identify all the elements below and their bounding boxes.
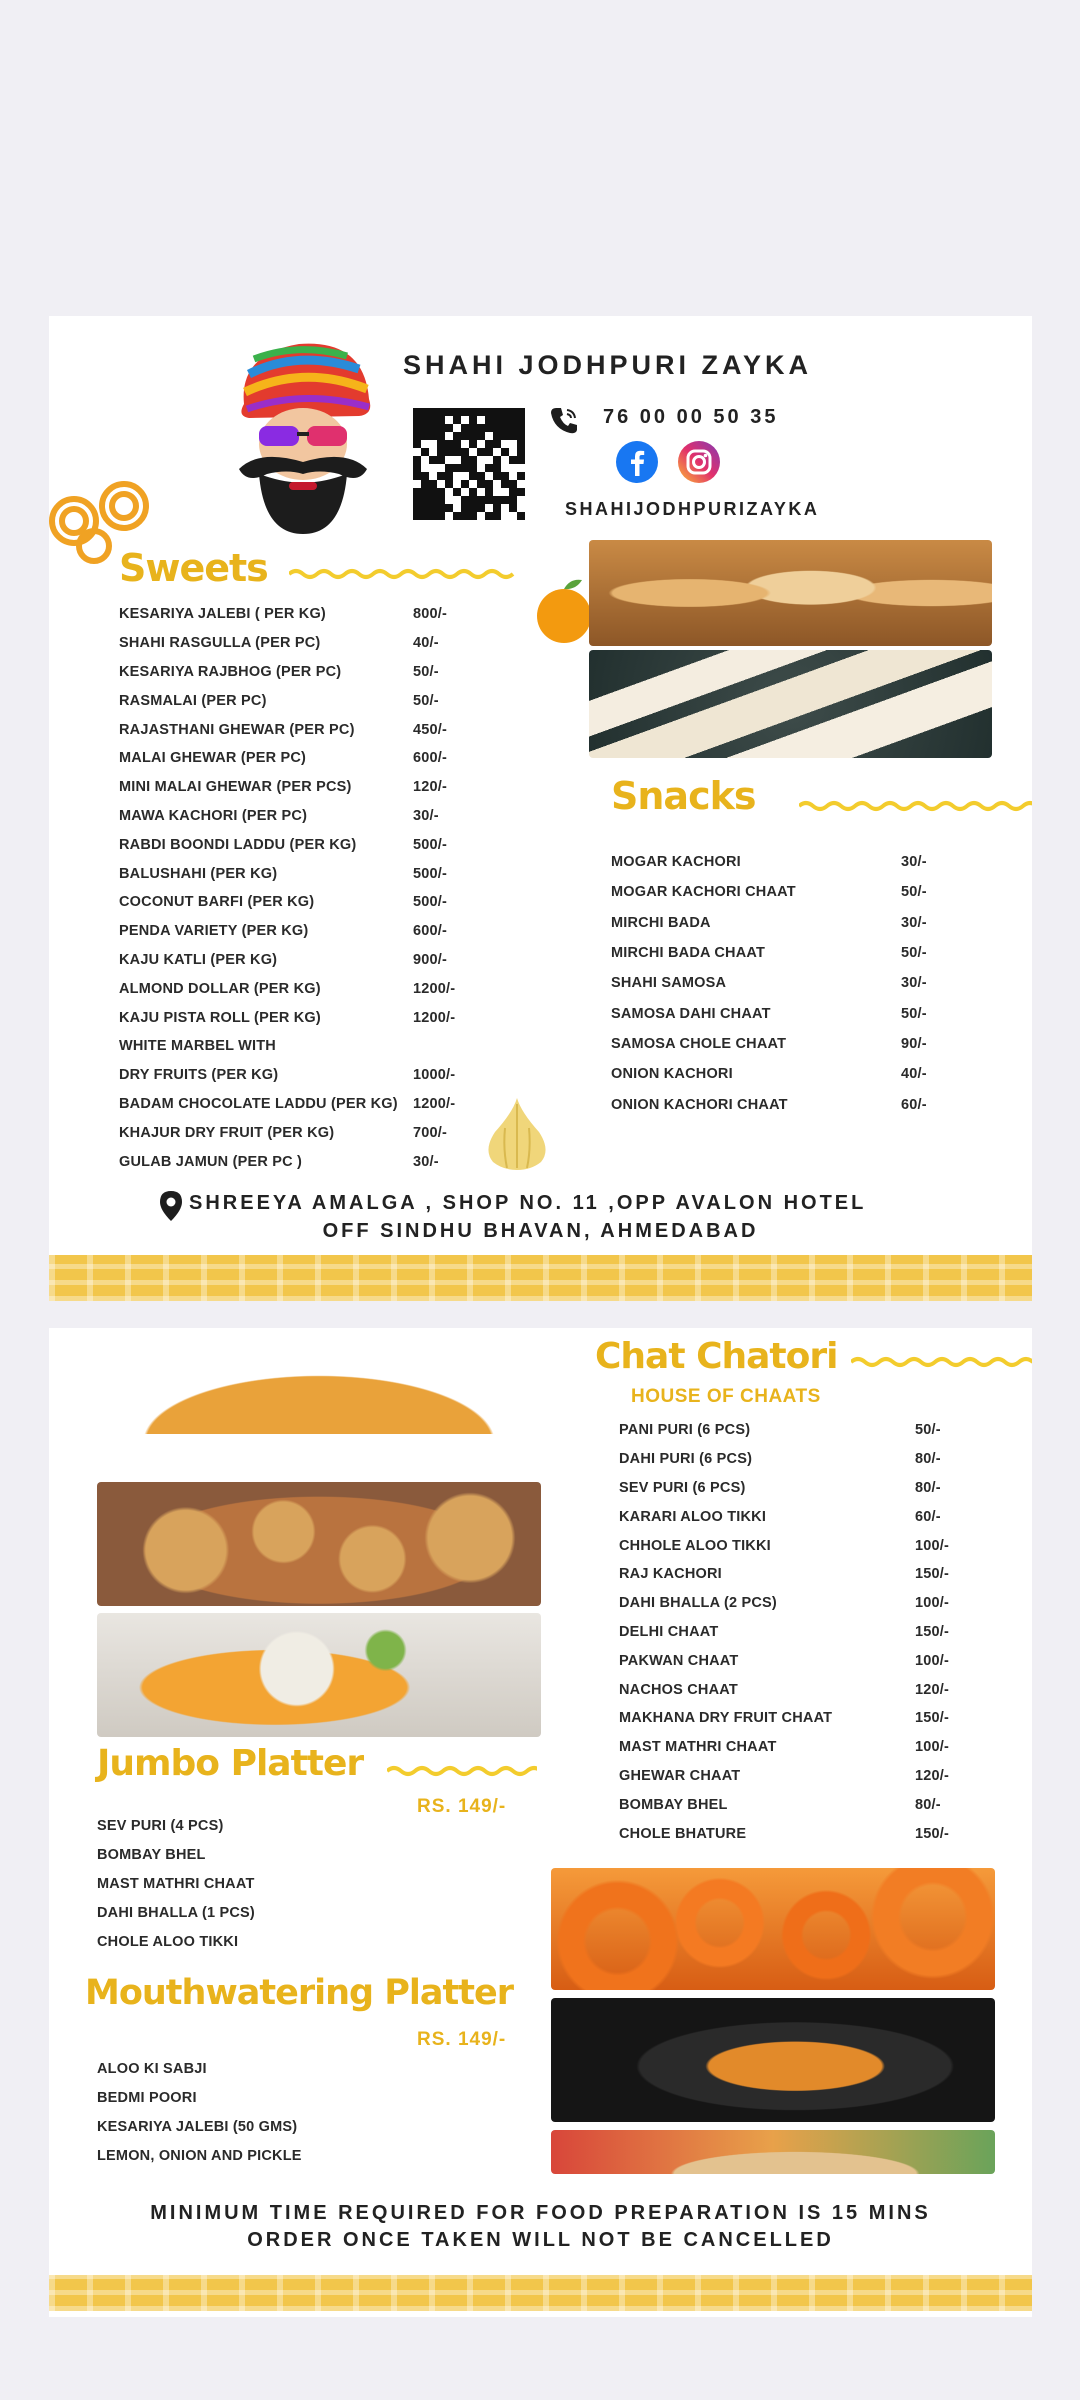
menu-page-2: [49, 1328, 1032, 2317]
chaat-photo-nachos: [97, 1613, 541, 1737]
menu-item-row: [119, 946, 479, 975]
menu-item-row: [619, 1762, 999, 1791]
menu-item-name: KESARIYA JALEBI ( PER KG): [119, 606, 326, 623]
menu-item-row: [119, 830, 479, 859]
mouthwatering-title: Mouthwatering Platter: [85, 1973, 514, 2013]
menu-item-name: MINI MALAI GHEWAR (PER PCS): [119, 779, 352, 796]
menu-item-name: SAMOSA CHOLE CHAAT: [611, 1035, 787, 1052]
footer-band: [49, 2275, 1032, 2311]
menu-item-row: [619, 1445, 999, 1474]
chaat-list: [619, 1416, 999, 1848]
platter-item: MAST MATHRI CHAAT: [97, 1875, 255, 1892]
menu-item-price: 90/-: [901, 1035, 927, 1052]
menu-item-name: SHAHI RASGULLA (PER PC): [119, 635, 321, 652]
menu-item-name: WHITE MARBEL WITH: [119, 1038, 276, 1055]
menu-item-name: KARARI ALOO TIKKI: [619, 1508, 767, 1525]
menu-item-price: 60/-: [915, 1508, 941, 1525]
menu-item-row: [619, 1704, 999, 1733]
qr-code-icon[interactable]: [413, 408, 525, 520]
menu-item-price: 150/-: [915, 1623, 950, 1640]
menu-item-row: [119, 1118, 479, 1147]
menu-item-row: [619, 1589, 999, 1618]
menu-item-row: [611, 938, 991, 968]
menu-page-1: [49, 316, 1032, 1301]
menu-item-price: 30/-: [901, 975, 927, 992]
menu-item-price: 50/-: [901, 945, 927, 962]
menu-item-name: RAJ KACHORI: [619, 1566, 722, 1583]
menu-item-name: CHHOLE ALOO TIKKI: [619, 1537, 771, 1554]
menu-item-price: 120/-: [413, 779, 448, 796]
platter-photo-aloo-sabji: [551, 1998, 995, 2122]
menu-item-row: [119, 744, 479, 773]
menu-item-price: 500/-: [413, 894, 448, 911]
menu-item-row: [119, 1032, 479, 1061]
menu-item-name: PANI PURI (6 PCS): [619, 1422, 751, 1439]
menu-item-name: DAHI PURI (6 PCS): [619, 1451, 753, 1468]
address-line-2: OFF SINDHU BHAVAN, AHMEDABAD: [322, 1220, 759, 1242]
footer-band: [49, 1255, 1032, 1301]
menu-item-price: 60/-: [901, 1096, 927, 1113]
platter-photo-poori: [551, 2130, 995, 2174]
menu-item-name: SEV PURI (6 PCS): [619, 1479, 746, 1496]
menu-item-price: 700/-: [413, 1124, 448, 1141]
menu-item-price: 50/-: [901, 884, 927, 901]
chaat-subtitle: HOUSE OF CHAATS: [631, 1386, 821, 1407]
menu-item-name: BOMBAY BHEL: [619, 1796, 728, 1813]
menu-item-name: ONION KACHORI CHAAT: [611, 1096, 788, 1113]
menu-item-row: [611, 847, 991, 877]
menu-item-price: 120/-: [915, 1681, 950, 1698]
menu-item-name: PENDA VARIETY (PER KG): [119, 923, 309, 940]
menu-item-price: 1200/-: [413, 1095, 456, 1112]
menu-item-row: [619, 1675, 999, 1704]
menu-item-row: [619, 1733, 999, 1762]
instagram-icon[interactable]: [677, 440, 721, 484]
menu-item-price: 30/-: [413, 807, 439, 824]
menu-item-row: [611, 908, 991, 938]
menu-item-name: DAHI BHALLA (2 PCS): [619, 1595, 777, 1612]
menu-item-name: BADAM CHOCOLATE LADDU (PER KG): [119, 1095, 398, 1112]
chaat-photo-pani-puri: [97, 1482, 541, 1606]
menu-item-name: KESARIYA RAJBHOG (PER PC): [119, 663, 342, 680]
menu-item-name: MALAI GHEWAR (PER PC): [119, 750, 307, 767]
mouthwatering-price: RS. 149/-: [417, 2029, 507, 2050]
menu-item-name: MIRCHI BADA CHAAT: [611, 945, 766, 962]
menu-item-name: SHAHI SAMOSA: [611, 975, 727, 992]
platter-photo-jalebi: [551, 1868, 995, 1990]
menu-item-price: 450/-: [413, 721, 448, 738]
menu-item-row: [119, 686, 479, 715]
menu-item-row: [611, 1089, 991, 1119]
snacks-title: Snacks: [611, 774, 756, 818]
jumbo-price: RS. 149/-: [417, 1796, 507, 1817]
facebook-icon[interactable]: [615, 440, 659, 484]
menu-item-row: [119, 802, 479, 831]
jumbo-list: [97, 1812, 397, 1956]
menu-item-row: [119, 658, 479, 687]
menu-item-price: 600/-: [413, 750, 448, 767]
chaat-photo-bhel: [97, 1358, 541, 1434]
menu-item-price: 900/-: [413, 951, 448, 968]
menu-item-row: [619, 1790, 999, 1819]
menu-item-name: RASMALAI (PER PC): [119, 692, 267, 709]
chaat-title: Chat Chatori: [595, 1336, 838, 1377]
menu-item-name: RABDI BOONDI LADDU (PER KG): [119, 836, 357, 853]
menu-item-row: [119, 773, 479, 802]
menu-item-name: DELHI CHAAT: [619, 1623, 719, 1640]
menu-item-price: 50/-: [901, 1005, 927, 1022]
chaat-title-underline: [851, 1356, 1032, 1368]
menu-item-price: 80/-: [915, 1451, 941, 1468]
menu-item-row: [119, 600, 479, 629]
menu-item-price: 100/-: [915, 1537, 950, 1554]
menu-item-price: 500/-: [413, 865, 448, 882]
platter-item: SEV PURI (4 PCS): [97, 1818, 224, 1835]
menu-item-price: 40/-: [901, 1066, 927, 1083]
menu-item-price: 30/-: [901, 914, 927, 931]
location-pin-icon: [159, 1190, 183, 1222]
modak-icon: [481, 1094, 553, 1172]
menu-item-name: KHAJUR DRY FRUIT (PER KG): [119, 1124, 335, 1141]
brand-name: SHAHI JODHPURI ZAYKA: [403, 350, 813, 380]
menu-item-price: 100/-: [915, 1595, 950, 1612]
menu-item-row: [119, 1090, 479, 1119]
menu-item-row: [619, 1819, 999, 1848]
menu-item-row: [119, 888, 479, 917]
menu-item-price: 1200/-: [413, 980, 456, 997]
menu-item-row: [619, 1416, 999, 1445]
menu-item-name: MIRCHI BADA: [611, 914, 711, 931]
menu-item-name: MAKHANA DRY FRUIT CHAAT: [619, 1710, 833, 1727]
menu-item-price: 50/-: [915, 1422, 941, 1439]
menu-item-row: [119, 859, 479, 888]
menu-item-price: 1200/-: [413, 1009, 456, 1026]
sweets-list: [119, 600, 479, 1176]
mouthwatering-list: [97, 2055, 417, 2170]
menu-item-price: 150/-: [915, 1710, 950, 1727]
menu-item-price: 150/-: [915, 1825, 950, 1842]
jumbo-title: Jumbo Platter: [97, 1743, 364, 1784]
snacks-list: [611, 847, 991, 1120]
platter-item: ALOO KI SABJI: [97, 2061, 207, 2078]
menu-item-name: MOGAR KACHORI: [611, 854, 741, 871]
menu-item-name: MAWA KACHORI (PER PC): [119, 807, 308, 824]
menu-item-row: [611, 1059, 991, 1089]
menu-item-price: 50/-: [413, 692, 439, 709]
menu-item-row: [119, 1061, 479, 1090]
menu-item-name: MAST MATHRI CHAAT: [619, 1739, 777, 1756]
menu-item-row: [119, 1003, 479, 1032]
menu-item-row: [119, 1147, 479, 1176]
platter-item: LEMON, ONION AND PICKLE: [97, 2147, 302, 2164]
jumbo-title-underline: [387, 1765, 537, 1777]
platter-item: DAHI BHALLA (1 PCS): [97, 1904, 255, 1921]
menu-item-row: [119, 974, 479, 1003]
menu-item-price: 600/-: [413, 923, 448, 940]
platter-item: BEDMI POORI: [97, 2090, 197, 2107]
snacks-title-underline: [799, 800, 1032, 812]
menu-item-name: COCONUT BARFI (PER KG): [119, 894, 315, 911]
notice-line-1: MINIMUM TIME REQUIRED FOR FOOD PREPARATION IS 15 MINS: [150, 2202, 931, 2224]
menu-item-row: [611, 968, 991, 998]
menu-item-row: [619, 1618, 999, 1647]
menu-item-row: [619, 1474, 999, 1503]
orange-icon: [534, 574, 594, 646]
menu-item-price: 30/-: [413, 1153, 439, 1170]
sweets-title-underline: [289, 568, 517, 580]
menu-item-price: 40/-: [413, 635, 439, 652]
address-line-1: SHREEYA AMALGA , SHOP NO. 11 ,OPP AVALON HOTEL: [189, 1192, 867, 1214]
menu-item-row: [611, 998, 991, 1028]
menu-item-name: PAKWAN CHAAT: [619, 1652, 739, 1669]
platter-item: KESARIYA JALEBI (50 GMS): [97, 2118, 298, 2135]
menu-item-row: [611, 1029, 991, 1059]
menu-item-price: 150/-: [915, 1566, 950, 1583]
turban-mascot-icon: [219, 334, 384, 539]
menu-item-name: BALUSHAHI (PER KG): [119, 865, 278, 882]
menu-item-name: KAJU KATLI (PER KG): [119, 951, 278, 968]
menu-item-price: 500/-: [413, 836, 448, 853]
menu-item-row: [119, 715, 479, 744]
menu-item-price: 100/-: [915, 1739, 950, 1756]
social-handle[interactable]: SHAHIJODHPURIZAYKA: [565, 499, 820, 519]
menu-item-price: 120/-: [915, 1767, 950, 1784]
menu-item-price: 50/-: [413, 663, 439, 680]
menu-item-price: 30/-: [901, 854, 927, 871]
menu-item-row: [119, 629, 479, 658]
menu-item-name: ALMOND DOLLAR (PER KG): [119, 980, 321, 997]
menu-item-price: 100/-: [915, 1652, 950, 1669]
sweets-photo-barfi: [589, 650, 992, 758]
menu-item-row: [619, 1560, 999, 1589]
menu-item-price: 1000/-: [413, 1067, 456, 1084]
menu-item-name: GULAB JAMUN (PER PC ): [119, 1153, 303, 1170]
menu-item-name: RAJASTHANI GHEWAR (PER PC): [119, 721, 355, 738]
menu-item-name: GHEWAR CHAAT: [619, 1767, 741, 1784]
menu-item-name: DRY FRUITS (PER KG): [119, 1067, 279, 1084]
notice-line-2: ORDER ONCE TAKEN WILL NOT BE CANCELLED: [247, 2229, 834, 2251]
menu-item-row: [119, 917, 479, 946]
phone-number[interactable]: 76 00 00 50 35: [603, 406, 779, 428]
menu-item-name: KAJU PISTA ROLL (PER KG): [119, 1009, 321, 1026]
menu-item-row: [619, 1531, 999, 1560]
platter-item: BOMBAY BHEL: [97, 1847, 206, 1864]
menu-item-name: MOGAR KACHORI CHAAT: [611, 884, 796, 901]
menu-item-price: 800/-: [413, 606, 448, 623]
menu-item-row: [619, 1646, 999, 1675]
phone-icon[interactable]: [548, 404, 580, 436]
menu-item-row: [611, 877, 991, 907]
menu-item-price: 80/-: [915, 1796, 941, 1813]
menu-item-row: [619, 1502, 999, 1531]
sweets-title: Sweets: [119, 546, 268, 590]
menu-item-price: 80/-: [915, 1479, 941, 1496]
menu-item-name: ONION KACHORI: [611, 1066, 733, 1083]
menu-item-name: CHOLE BHATURE: [619, 1825, 747, 1842]
platter-item: CHOLE ALOO TIKKI: [97, 1933, 239, 1950]
sweets-photo-pastries: [589, 540, 992, 646]
menu-item-name: NACHOS CHAAT: [619, 1681, 738, 1698]
menu-item-name: SAMOSA DAHI CHAAT: [611, 1005, 771, 1022]
